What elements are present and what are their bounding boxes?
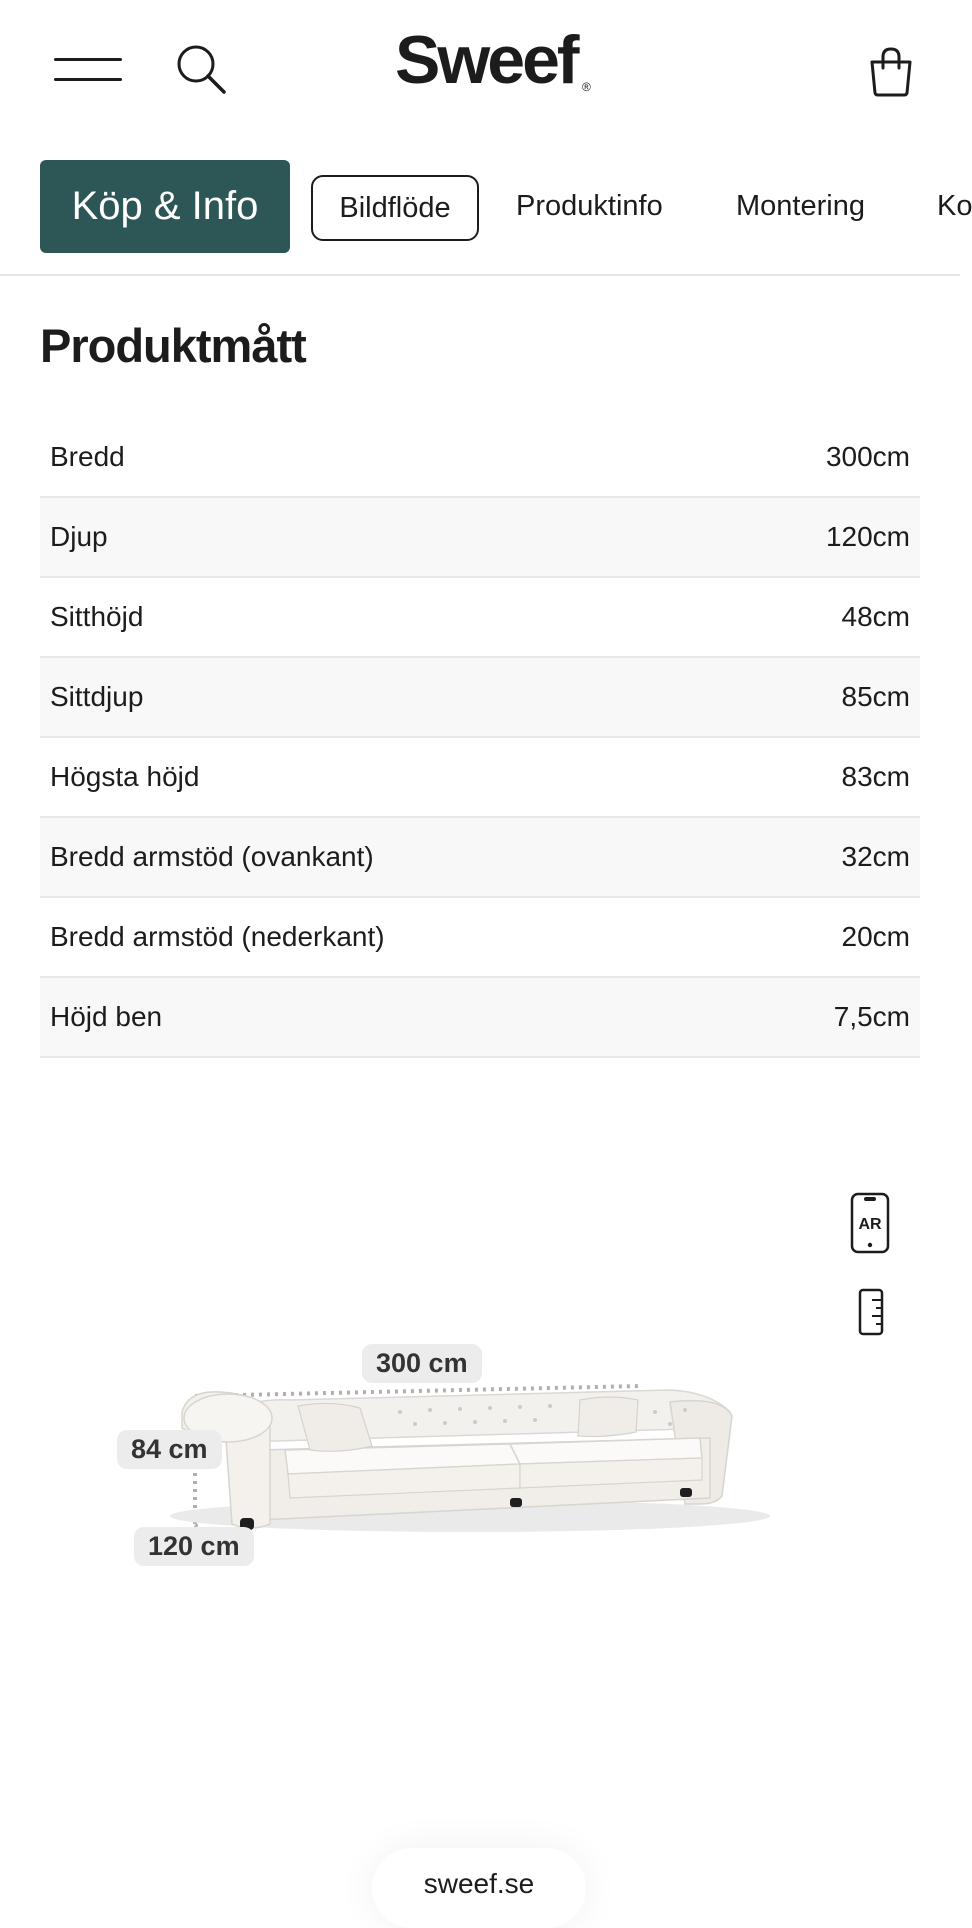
dimension-row <box>40 898 920 978</box>
dimension-label: Djup <box>50 521 108 552</box>
dimension-label: Sitthöjd <box>50 601 144 632</box>
dimension-value: 32cm <box>841 841 910 872</box>
dimension-value: 83cm <box>841 761 910 792</box>
dimension-value: 7,5cm <box>833 1001 910 1032</box>
dimension-row <box>40 498 920 578</box>
header <box>0 0 960 140</box>
ar-icon[interactable] <box>850 1192 890 1254</box>
tab-more[interactable]: Ko <box>937 190 972 222</box>
dimension-value: 20cm <box>841 921 910 952</box>
dimension-row <box>40 818 920 898</box>
tab-montering[interactable]: Montering <box>736 190 865 222</box>
dimension-label: Högsta höjd <box>50 761 200 792</box>
dimension-label: Bredd <box>50 441 125 472</box>
section-title: Produktmått <box>40 319 306 372</box>
dimension-row <box>40 578 920 658</box>
dimension-value: 120cm <box>825 521 910 552</box>
dimension-row <box>40 738 920 818</box>
dimension-value: 300cm <box>825 441 910 472</box>
dimensions-table <box>40 418 920 1058</box>
menu-bar-top <box>54 58 122 61</box>
dimension-label: Höjd ben <box>50 1001 163 1032</box>
ruler-icon[interactable] <box>858 1288 884 1336</box>
dimension-label: Bredd armstöd (nederkant) <box>50 921 385 952</box>
registered-mark: ® <box>582 80 591 94</box>
tab-kop-info[interactable]: Köp & Info <box>40 160 290 253</box>
dimension-label: Bredd armstöd (ovankant) <box>50 841 374 872</box>
search-icon[interactable] <box>174 42 228 96</box>
shopping-bag-icon[interactable] <box>866 46 916 98</box>
product-3d-viewer[interactable] <box>0 1160 960 1800</box>
depth-dimension-label: 120 cm <box>134 1527 254 1566</box>
sweef-logo[interactable]: Sweef <box>395 22 577 98</box>
width-dimension-label: 300 cm <box>362 1344 482 1383</box>
dimension-row <box>40 978 920 1058</box>
section-tabs <box>0 160 972 276</box>
tab-produktinfo[interactable]: Produktinfo <box>516 190 663 222</box>
ar-label: AR <box>858 1216 882 1233</box>
dimension-row <box>40 418 920 498</box>
dimension-value: 85cm <box>841 681 910 712</box>
dimension-row <box>40 658 920 738</box>
menu-bar-bottom <box>54 78 122 81</box>
height-dimension-label: 84 cm <box>117 1430 222 1469</box>
tab-bildflode[interactable]: Bildflöde <box>311 175 479 241</box>
dimension-label: Sittdjup <box>50 681 144 712</box>
dimension-value: 48cm <box>841 601 910 632</box>
menu-icon[interactable] <box>54 56 122 84</box>
url-bar[interactable]: sweef.se <box>372 1848 586 1928</box>
